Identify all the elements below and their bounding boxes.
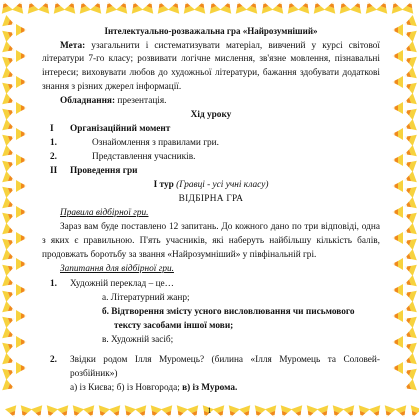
candy-corn-icon [402,15,416,30]
round-heading [42,179,380,193]
candy-corn-icon [2,379,16,394]
goal-text: узагальнити і систематизувати матеріал, вивчений у курсі світової літератури 7-го класу; розвивати логічне мислення, зв'язне мовлення, пізнавальні інтереси; виховувати любов до художньої літератури, бажання здобувати додаткові знання з різних джерел інформації. [42,40,380,93]
candy-corn-icon [284,0,299,14]
questions-heading: Запитання для відбірної гри. [60,263,174,274]
round-name: ВІДБІРНА ГРА [178,193,244,204]
candy-corn-icon [16,310,27,322]
candy-corn-icon [402,67,416,82]
candy-corn-icon [16,206,27,218]
question-2-correct-option: в) із Мурома. [179,383,238,393]
candy-corn-icon [2,339,16,354]
lesson-heading: Хід уроку [190,110,232,121]
equipment-label: Обладнання: [60,96,116,107]
list-item-number: 1. [50,138,57,149]
candy-corn-icon [392,76,403,88]
candy-corn-icon [392,310,403,322]
candy-corn-icon [402,79,416,94]
question-2-options-plain: а) із Києва; б) із Новгорода; [70,383,180,393]
candy-corn-icon [392,362,403,374]
candy-corn-icon [402,235,416,250]
candy-corn-icon [102,0,117,14]
candy-corn-icon [24,0,39,14]
candy-corn-icon [2,145,16,160]
candy-corn-icon [2,119,16,134]
candy-corn-icon [16,128,27,140]
candy-corn-icon [2,15,16,30]
candy-corn-icon [2,79,16,94]
candy-corn-icon [206,0,221,14]
candy-corn-icon [392,102,403,114]
candy-corn-icon [90,0,105,14]
section-2-number: II [50,165,58,176]
candy-corn-icon [16,102,27,114]
candy-corn-icon [392,206,403,218]
candy-corn-icon [2,313,16,328]
candy-corn-icon [2,27,16,42]
candy-corn-icon [2,209,16,224]
candy-corn-icon [402,261,416,276]
question-1-number: 1. [50,279,57,290]
candy-corn-icon [2,261,16,276]
candy-corn-icon [38,0,53,14]
candy-corn-icon [402,379,416,394]
question-2 [42,354,380,382]
candy-corn-icon [402,209,416,224]
candy-corn-icon [258,0,273,14]
candy-corn-icon [0,0,13,14]
candy-corn-icon [324,0,339,14]
candy-corn-icon [2,53,16,68]
round-note: (Гравці - усі учні класу) [173,179,269,190]
candy-corn-icon [402,27,416,42]
candy-corn-icon [2,301,16,316]
candy-corn-icon [16,180,27,192]
candy-corn-icon [168,0,183,14]
section-1-title: Організаційний момент [70,124,171,135]
candy-corn-icon [298,0,313,14]
candy-corn-icon [392,336,403,348]
candy-corn-icon [2,41,16,56]
candy-corn-icon [392,24,403,36]
candy-corn-icon [194,0,209,14]
candy-corn-icon [392,128,403,140]
question-1 [42,278,380,292]
candy-corn-icon [2,249,16,264]
section-2-heading [42,165,380,179]
candy-corn-icon [376,0,391,14]
candy-corn-icon [2,235,16,250]
candy-corn-icon [2,365,16,380]
candy-corn-icon [402,275,416,290]
candy-corn-icon [142,0,157,14]
question-2-options [42,382,380,396]
candy-corn-icon [154,0,169,14]
candy-corn-icon [402,365,416,380]
candy-corn-icon [402,301,416,316]
candy-corn-icon [16,362,27,374]
equipment-text: презентація. [115,96,167,107]
list-item [42,137,380,151]
candy-corn-icon [402,53,416,68]
candy-corn-icon [402,313,416,328]
candy-corn-icon [2,287,16,302]
list-item [42,151,380,165]
candy-corn-icon [116,0,131,14]
candy-corn-icon [2,197,16,212]
candy-corn-icon [402,339,416,354]
candy-corn-icon [402,105,416,120]
candy-corn-icon [16,50,27,62]
candy-corn-icon [16,258,27,270]
candy-corn-icon [272,0,287,14]
goal-label: Мета: [60,40,86,51]
candy-corn-icon [402,353,416,368]
candy-corn-icon [16,24,27,36]
rules-paragraph: Зараз вам буде поставлено 12 запитань. До кожного дано по три відповіді, одна з яких є правильною. П'ять учасників, які наберуть найбільшу кількість балів, продовжать боротьбу за звання «Найрозумніший» у півфінальній грі. [42,221,380,260]
candy-corn-icon [2,223,16,238]
candy-corn-icon [392,258,403,270]
document-content [42,25,380,396]
candy-corn-icon [2,105,16,120]
candy-corn-icon [232,0,247,14]
rules-heading: Правила відбірної гри. [60,207,149,218]
candy-corn-icon [362,0,377,14]
candy-corn-icon [128,0,143,14]
candy-corn-icon [402,171,416,186]
candy-corn-icon [64,0,79,14]
candy-corn-icon [16,284,27,296]
candy-corn-icon [2,183,16,198]
candy-corn-icon [402,249,416,264]
question-2-text: Звідки родом Ілля Муромець? (билина «Ілля Муромець та Соловей-розбійник») [70,355,380,380]
candy-corn-icon [310,0,325,14]
candy-corn-icon [402,287,416,302]
candy-corn-icon [16,232,27,244]
candy-corn-icon [16,154,27,166]
list-item-text: Представлення учасників. [92,152,196,162]
candy-corn-icon [180,0,195,14]
candy-corn-icon [246,0,261,14]
question-1-text: Художній переклад – це… [70,279,174,290]
candy-corn-icon [392,232,403,244]
candy-corn-icon [402,145,416,160]
round-label: I тур [153,179,174,190]
candy-corn-icon [76,0,91,14]
question-1-option-c: в. Художній засіб; [102,335,174,346]
candy-corn-icon [336,0,351,14]
page-number: 1 [207,406,212,415]
candy-corn-icon [2,67,16,82]
candy-corn-icon [2,353,16,368]
candy-corn-icon [2,171,16,186]
section-1-number: I [50,124,54,135]
candy-corn-icon [402,93,416,108]
candy-corn-icon [402,197,416,212]
candy-corn-icon [402,119,416,134]
candy-corn-icon [402,131,416,146]
document-title: Інтелектуально-розважальна гра «Найрозумніший» [104,26,318,36]
equipment-paragraph [42,95,380,109]
candy-corn-icon [2,275,16,290]
candy-corn-icon [402,223,416,238]
candy-corn-icon [12,0,27,14]
candy-corn-icon [2,157,16,172]
question-1-option-b: б. Відтворення змісту усного висловлювання чи письмового [102,307,355,318]
candy-corn-icon [402,183,416,198]
candy-corn-icon [392,154,403,166]
goal-paragraph [42,40,380,96]
candy-corn-icon [392,50,403,62]
candy-corn-icon [2,93,16,108]
section-1-heading [42,123,380,137]
section-2-title: Проведення гри [70,165,138,176]
candy-corn-icon [2,327,16,342]
question-2-number: 2. [50,355,57,366]
candy-corn-icon [402,0,417,14]
candy-corn-icon [402,327,416,342]
candy-corn-icon [392,284,403,296]
candy-corn-icon [388,0,403,14]
question-1-option-a: а. Літературний жанр; [102,293,190,304]
candy-corn-icon [220,0,235,14]
question-1-option-b-continued: тексту засобами іншої мови; [114,321,234,332]
list-item-text: Ознайомлення з правилами гри. [92,138,219,149]
candy-corn-icon [402,41,416,56]
list-item-number: 2. [50,152,57,162]
candy-corn-icon [50,0,65,14]
candy-corn-icon [392,180,403,192]
candy-corn-icon [402,157,416,172]
candy-corn-icon [2,131,16,146]
candy-corn-icon [350,0,365,14]
candy-corn-icon [16,76,27,88]
candy-corn-icon [16,336,27,348]
